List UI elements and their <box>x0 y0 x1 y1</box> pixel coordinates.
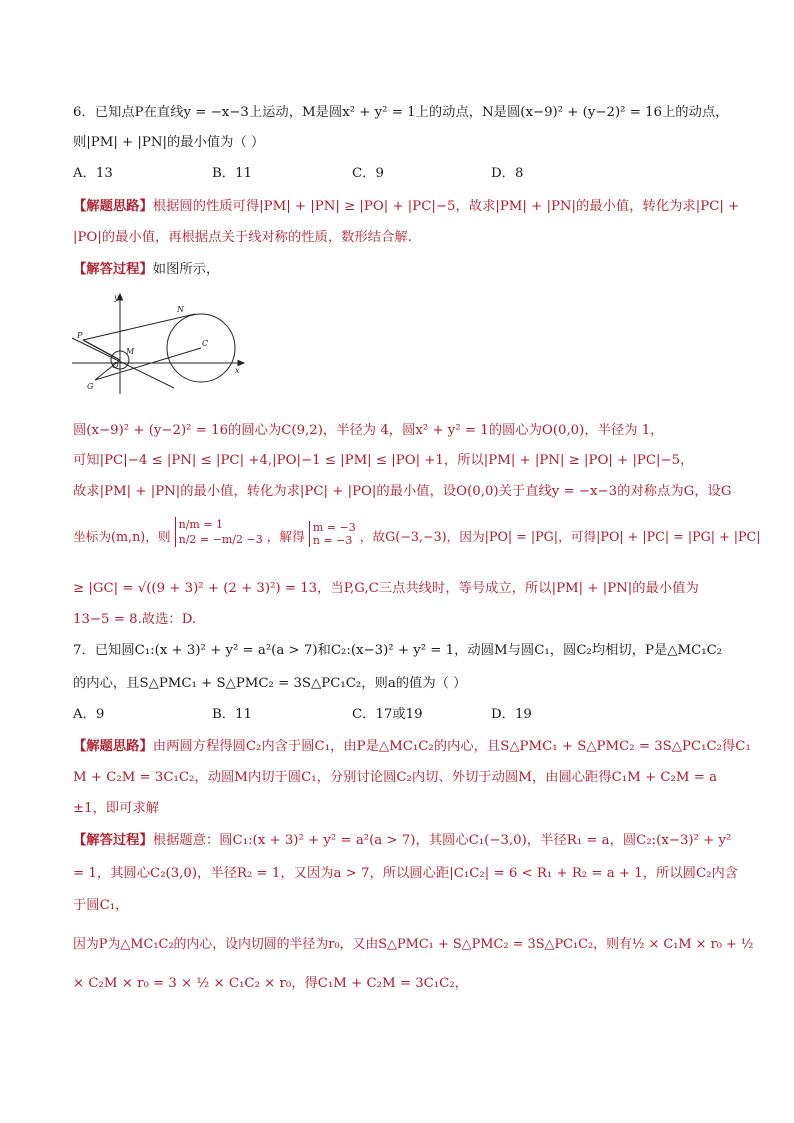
q7-stem-line2: 的内心，且S△PMC₁ + S△PMC₂ = 3S△PC₁C₂，则a的值为（ ） <box>73 676 467 691</box>
q6-solution-line3: 故求|PM| + |PN|的最小值，转化为求|PC| + |PO|的最小值，设O(0,0)关于直线y = −x−3的对称点为G，设G <box>73 484 732 499</box>
q6-thinking-line2: |PO|的最小值，再根据点关于线对称的性质，数形结合解. <box>73 230 412 245</box>
q7-thinking-text: 由两圆方程得圆C₂内含于圆C₁，由P是△MC₁C₂的内心，且S△PMC₁ + S△PMC₂ = 3S△PC₁C₂得C₁ <box>152 739 751 754</box>
label-n: N <box>177 305 184 314</box>
q6-solution-line4-a: 坐标为(m,n)，则 <box>73 529 171 544</box>
q6-process-line <box>73 260 746 280</box>
segment-pn <box>83 314 195 340</box>
q6-geometry-figure <box>68 290 248 400</box>
x-axis-arrow <box>238 361 244 366</box>
q7-process-line5: × C₂M × r₀ = 3 × ½ × C₁C₂ × r₀，得C₁M + C₂M = 3C₁C₂， <box>73 976 468 991</box>
q6-stem-line2: 则|PM| + |PN|的最小值为（ ） <box>73 135 265 150</box>
label-m: M <box>126 347 135 356</box>
q6-solution-line5: ≥ |GC| = √((9 + 3)² + (2 + 3)²) = 13，当P,G,C三点共线时，等号成立，所以|PM| + |PN|的最小值为 <box>73 581 699 596</box>
q7-option-a: A．9 <box>73 707 105 722</box>
q6-thinking-line1 <box>73 197 746 217</box>
q6-solution-line4-b: ，解得 <box>266 529 305 544</box>
q6-solution-line4-c: ，故G(−3,−3)，因为|PO| = |PG|，可得|PO| + |PC| = |PG| + |PC| <box>359 529 761 544</box>
q6-option-c: C．9 <box>352 166 384 181</box>
q7-process-line3: 于圆C₁， <box>73 898 129 913</box>
label-c: C <box>202 339 209 348</box>
label-g: G <box>87 382 94 391</box>
label-x: x <box>235 366 240 375</box>
q7-option-c: C．17或19 <box>352 707 423 722</box>
q6-system2-bottom: n = −3 <box>312 533 353 547</box>
q6-equation-system-2 <box>309 521 356 547</box>
q6-system1-bottom: n/2 = −m/2 −3 <box>178 532 263 546</box>
q6-equation-system-1 <box>175 517 263 547</box>
label-y: y <box>114 293 119 302</box>
q7-thinking-line2: M + C₂M = 3C₁C₂，动圆M内切于圆C₁，分别讨论圆C₂内切、外切于动圆M，由圆心距得C₁M + C₂M = a <box>73 770 718 785</box>
q7-option-d: D．19 <box>491 707 532 722</box>
q7-process-text: 根据题意：圆C₁:(x + 3)² + y² = a²(a > 7)，其圆心C₁(−3,0)，半径R₁ = a，圆C₂:(x−3)² + y² <box>152 833 732 848</box>
q7-stem-line1: 7．已知圆C₁:(x + 3)² + y² = a²(a > 7)和C₂:(x−3)² + y² = 1，动圆M与圆C₁，圆C₂均相切，P是△MC₁C₂ <box>73 643 723 658</box>
q6-stem-line1: 6．已知点P在直线y = −x−3上运动，M是圆x² + y² = 1上的动点，N是圆(x−9)² + (y−2)² = 16上的动点， <box>73 105 729 120</box>
q6-thinking-tag: 【解题思路】 <box>73 199 153 214</box>
label-p: P <box>77 331 83 340</box>
q6-solution-line2: 可知|PC|−4 ≤ |PN| ≤ |PC| +4,|PO|−1 ≤ |PM| ≤ |PO| +1，所以|PM| + |PN| ≥ |PO| + |PC|−5， <box>73 453 694 468</box>
q6-solution-line6: 13−5 = 8.故选：D. <box>73 612 197 627</box>
q7-process-line1 <box>73 831 746 851</box>
label-o: O <box>112 361 119 370</box>
q6-option-a: A．13 <box>73 166 113 181</box>
q6-option-b: B．11 <box>212 166 252 181</box>
q7-process-line2: = 1，其圆心C₂(3,0)，半径R₂ = 1，又因为a > 7，所以圆心距|C₁C₂| = 6 < R₁ + R₂ = a + 1，所以圆C₂内含 <box>73 866 739 881</box>
q7-thinking-line1 <box>73 737 751 757</box>
q6-solution-line4 <box>73 517 761 547</box>
q6-solution-line1: 圆(x−9)² + (y−2)² = 16的圆心为C(9,2)，半径为 4，圆x² + y² = 1的圆心为O(0,0)，半径为 1， <box>73 423 664 438</box>
q6-system1-top: n/m = 1 <box>178 517 224 531</box>
q6-thinking-text: 根据圆的性质可得|PM| + |PN| ≥ |PO| + |PC|−5，故求|PM| + |PN|的最小值，转化为求|PC| + <box>152 199 740 214</box>
q7-option-b: B．11 <box>212 707 252 722</box>
q6-system2-top: m = −3 <box>312 520 356 534</box>
q7-thinking-line3: ±1，即可求解 <box>73 801 160 816</box>
q7-process-tag: 【解答过程】 <box>73 833 153 848</box>
segment-po <box>83 340 120 360</box>
q6-process-tag: 【解答过程】 <box>73 262 153 277</box>
q7-process-line4: 因为P为△MC₁C₂的内心，设内切圆的半径为r₀，又由S△PMC₁ + S△PMC₂ = 3S△PC₁C₂，则有½ × C₁M × r₀ + ½ <box>73 937 754 952</box>
q7-thinking-tag: 【解题思路】 <box>73 739 153 754</box>
q6-process-intro: 如图所示， <box>152 262 220 277</box>
q6-option-d: D．8 <box>491 166 524 181</box>
